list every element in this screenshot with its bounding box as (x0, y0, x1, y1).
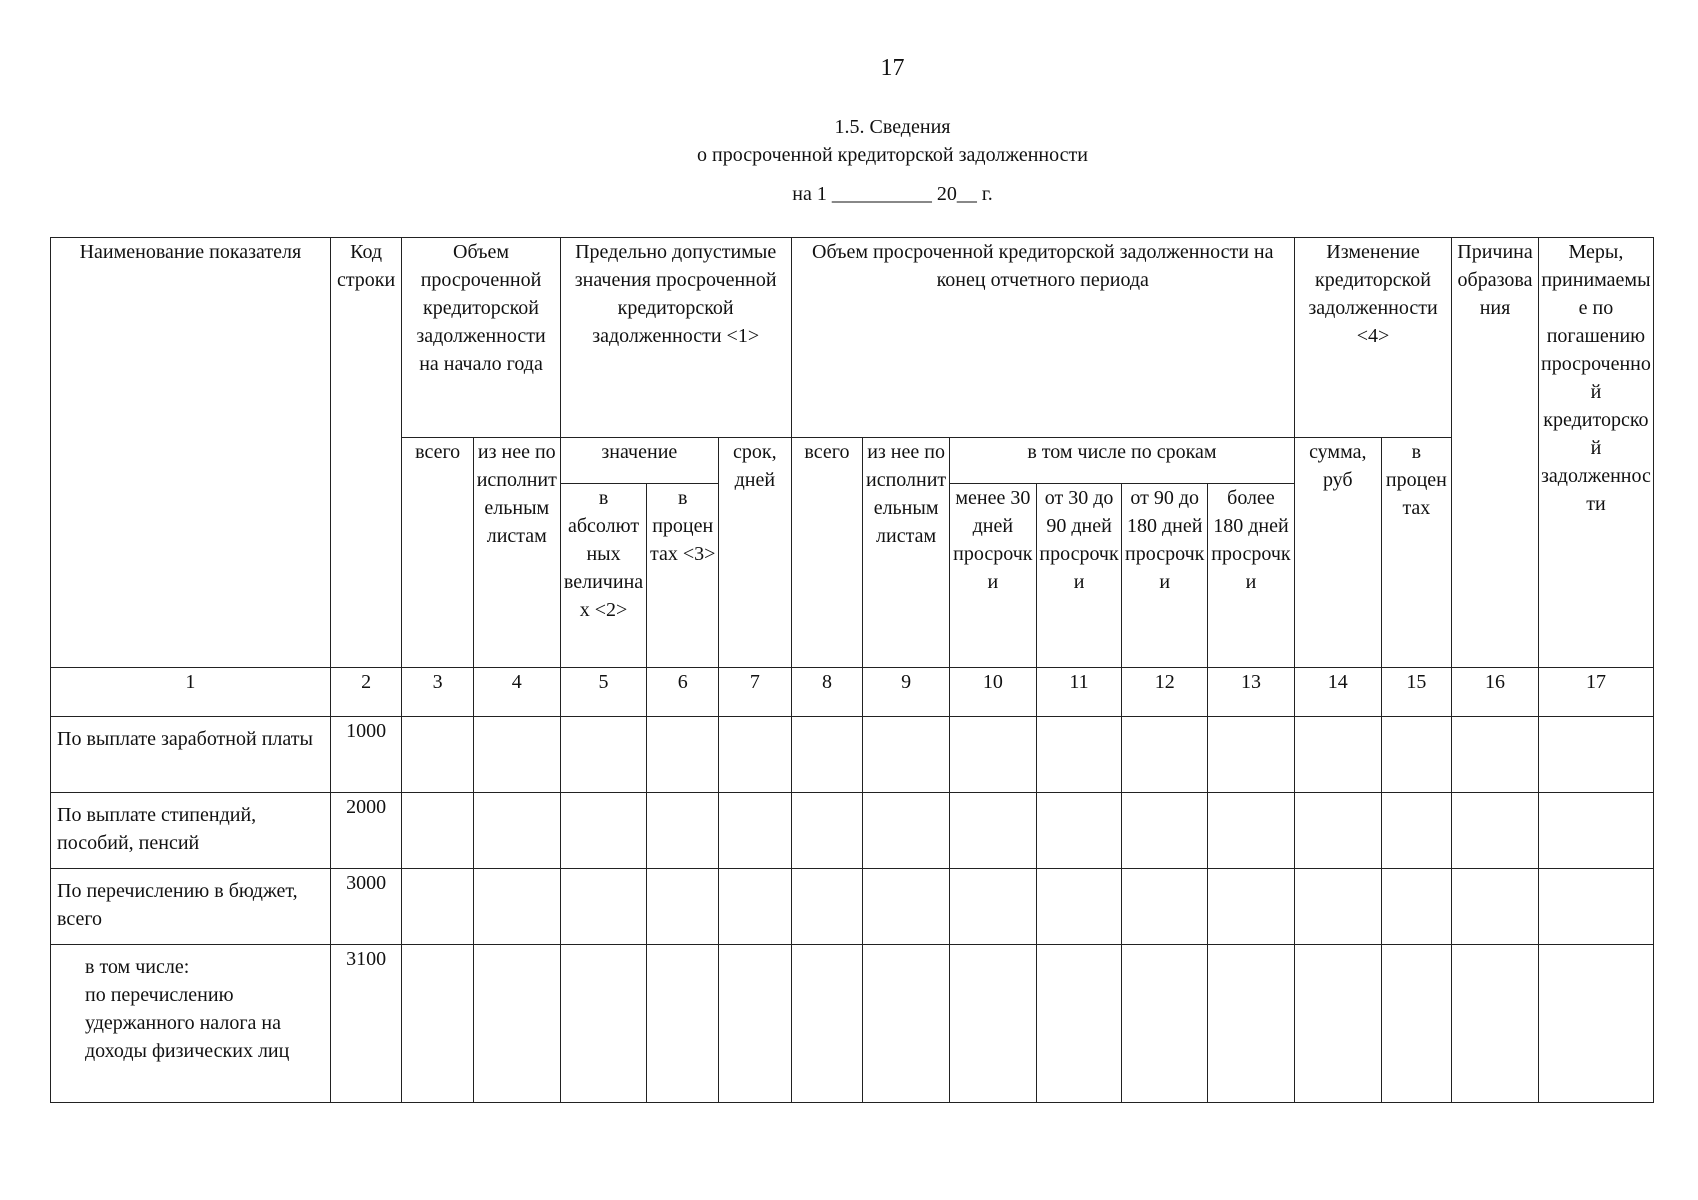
input-cell[interactable] (1122, 945, 1208, 1103)
header-limit-value: значение (560, 438, 718, 484)
header-end-exec: из нее по исполнительным листам (863, 438, 950, 668)
input-cell[interactable] (1381, 793, 1451, 869)
column-number: 2 (330, 668, 402, 717)
input-cell[interactable] (402, 793, 474, 869)
input-cell[interactable] (1452, 945, 1539, 1103)
row-code: 3000 (330, 869, 402, 945)
input-cell[interactable] (791, 717, 863, 793)
input-cell[interactable] (1381, 869, 1451, 945)
column-number: 16 (1452, 668, 1539, 717)
report-date-line: на 1 __________ 20__ г. (792, 183, 993, 205)
header-term-90-180: от 90 до 180 дней просрочки (1122, 484, 1208, 668)
header-end-total: всего (791, 438, 863, 668)
page-number: 17 (880, 55, 905, 81)
column-number-row (51, 668, 1654, 717)
section-subtitle: о просроченной кредиторской задолженности (697, 144, 1088, 166)
column-number: 12 (1122, 668, 1208, 717)
row-name-prefix: в том числе: (85, 956, 190, 978)
input-cell[interactable] (1036, 793, 1122, 869)
input-cell[interactable] (402, 869, 474, 945)
input-cell[interactable] (1452, 793, 1539, 869)
header-code: Код строки (330, 238, 402, 668)
input-cell[interactable] (1036, 717, 1122, 793)
input-cell[interactable] (560, 717, 647, 793)
column-number: 1 (51, 668, 331, 717)
input-cell[interactable] (718, 793, 791, 869)
input-cell[interactable] (473, 869, 560, 945)
input-cell[interactable] (791, 793, 863, 869)
row-code: 3100 (330, 945, 402, 1103)
header-term-less-30: менее 30 дней просрочки (949, 484, 1036, 668)
column-number: 15 (1381, 668, 1451, 717)
header-change-percent: в процентах (1381, 438, 1451, 668)
header-change: Изменение кредиторской задолженности <4> (1294, 238, 1451, 438)
input-cell[interactable] (1538, 945, 1653, 1103)
input-cell[interactable] (402, 717, 474, 793)
input-cell[interactable] (647, 717, 719, 793)
input-cell[interactable] (1208, 945, 1295, 1103)
input-cell[interactable] (791, 869, 863, 945)
column-number: 3 (402, 668, 474, 717)
input-cell[interactable] (863, 793, 950, 869)
table-row (51, 869, 1654, 945)
column-number: 9 (863, 668, 950, 717)
input-cell[interactable] (1294, 793, 1381, 869)
input-cell[interactable] (647, 869, 719, 945)
header-limits: Предельно допустимые значения просроченной кредиторской задолженности <1> (560, 238, 791, 438)
header-volume-end: Объем просроченной кредиторской задолженности на конец отчетного периода (791, 238, 1294, 438)
input-cell[interactable] (863, 869, 950, 945)
input-cell[interactable] (718, 945, 791, 1103)
header-start-total: всего (402, 438, 474, 668)
row-name: По перечислению в бюджет, всего (51, 869, 331, 945)
input-cell[interactable] (949, 869, 1036, 945)
input-cell[interactable] (1538, 793, 1653, 869)
input-cell[interactable] (1208, 869, 1295, 945)
table-row (51, 793, 1654, 869)
column-number: 4 (473, 668, 560, 717)
header-measures: Меры, принимаемые по погашению просроченной кредиторской задолженности (1538, 238, 1653, 668)
header-name: Наименование показателя (51, 238, 331, 668)
section-title: 1.5. Сведения (834, 116, 951, 138)
column-number: 14 (1294, 668, 1381, 717)
input-cell[interactable] (402, 945, 474, 1103)
input-cell[interactable] (560, 869, 647, 945)
input-cell[interactable] (1538, 869, 1653, 945)
input-cell[interactable] (1452, 869, 1539, 945)
input-cell[interactable] (949, 793, 1036, 869)
input-cell[interactable] (1294, 717, 1381, 793)
input-cell[interactable] (1538, 717, 1653, 793)
row-code: 2000 (330, 793, 402, 869)
input-cell[interactable] (949, 717, 1036, 793)
header-term-30-90: от 30 до 90 дней просрочки (1036, 484, 1122, 668)
input-cell[interactable] (1208, 717, 1295, 793)
input-cell[interactable] (1294, 945, 1381, 1103)
input-cell[interactable] (647, 793, 719, 869)
input-cell[interactable] (473, 945, 560, 1103)
input-cell[interactable] (1122, 869, 1208, 945)
input-cell[interactable] (1036, 869, 1122, 945)
input-cell[interactable] (718, 869, 791, 945)
input-cell[interactable] (1381, 945, 1451, 1103)
input-cell[interactable] (949, 945, 1036, 1103)
table-row (51, 945, 1654, 1103)
column-number: 13 (1208, 668, 1295, 717)
row-name: По выплате заработной платы (51, 717, 331, 793)
input-cell[interactable] (1122, 717, 1208, 793)
input-cell[interactable] (718, 717, 791, 793)
header-change-sum: сумма, руб (1294, 438, 1381, 668)
table-row (51, 717, 1654, 793)
input-cell[interactable] (863, 717, 950, 793)
header-start-exec: из нее по исполнительным листам (473, 438, 560, 668)
column-number: 8 (791, 668, 863, 717)
input-cell[interactable] (863, 945, 950, 1103)
overdue-payables-table (50, 237, 1654, 1103)
column-number: 6 (647, 668, 719, 717)
column-number: 7 (718, 668, 791, 717)
input-cell[interactable] (1122, 793, 1208, 869)
header-term-more-180: более 180 дней просрочки (1208, 484, 1295, 668)
column-number: 10 (949, 668, 1036, 717)
header-limit-percent: в процентах <3> (647, 484, 719, 668)
input-cell[interactable] (473, 717, 560, 793)
row-name: По выплате стипендий, пособий, пенсий (51, 793, 331, 869)
input-cell[interactable] (1381, 717, 1451, 793)
input-cell[interactable] (560, 793, 647, 869)
row-name-text: по перечислению удержанного налога на доходы физических лиц (85, 984, 290, 1062)
header-limit-absolute: в абсолютных величинах <2> (560, 484, 647, 668)
input-cell[interactable] (473, 793, 560, 869)
column-number: 5 (560, 668, 647, 717)
input-cell[interactable] (1208, 793, 1295, 869)
header-by-terms: в том числе по срокам (949, 438, 1294, 484)
input-cell[interactable] (647, 945, 719, 1103)
column-number: 17 (1538, 668, 1653, 717)
row-name (51, 945, 331, 1103)
input-cell[interactable] (560, 945, 647, 1103)
input-cell[interactable] (1452, 717, 1539, 793)
header-volume-start: Объем просроченной кредиторской задолженности на начало года (402, 238, 560, 438)
input-cell[interactable] (1036, 945, 1122, 1103)
input-cell[interactable] (1294, 869, 1381, 945)
column-number: 11 (1036, 668, 1122, 717)
header-limit-term: срок, дней (718, 438, 791, 668)
row-code: 1000 (330, 717, 402, 793)
input-cell[interactable] (791, 945, 863, 1103)
header-reason: Причина образования (1452, 238, 1539, 668)
